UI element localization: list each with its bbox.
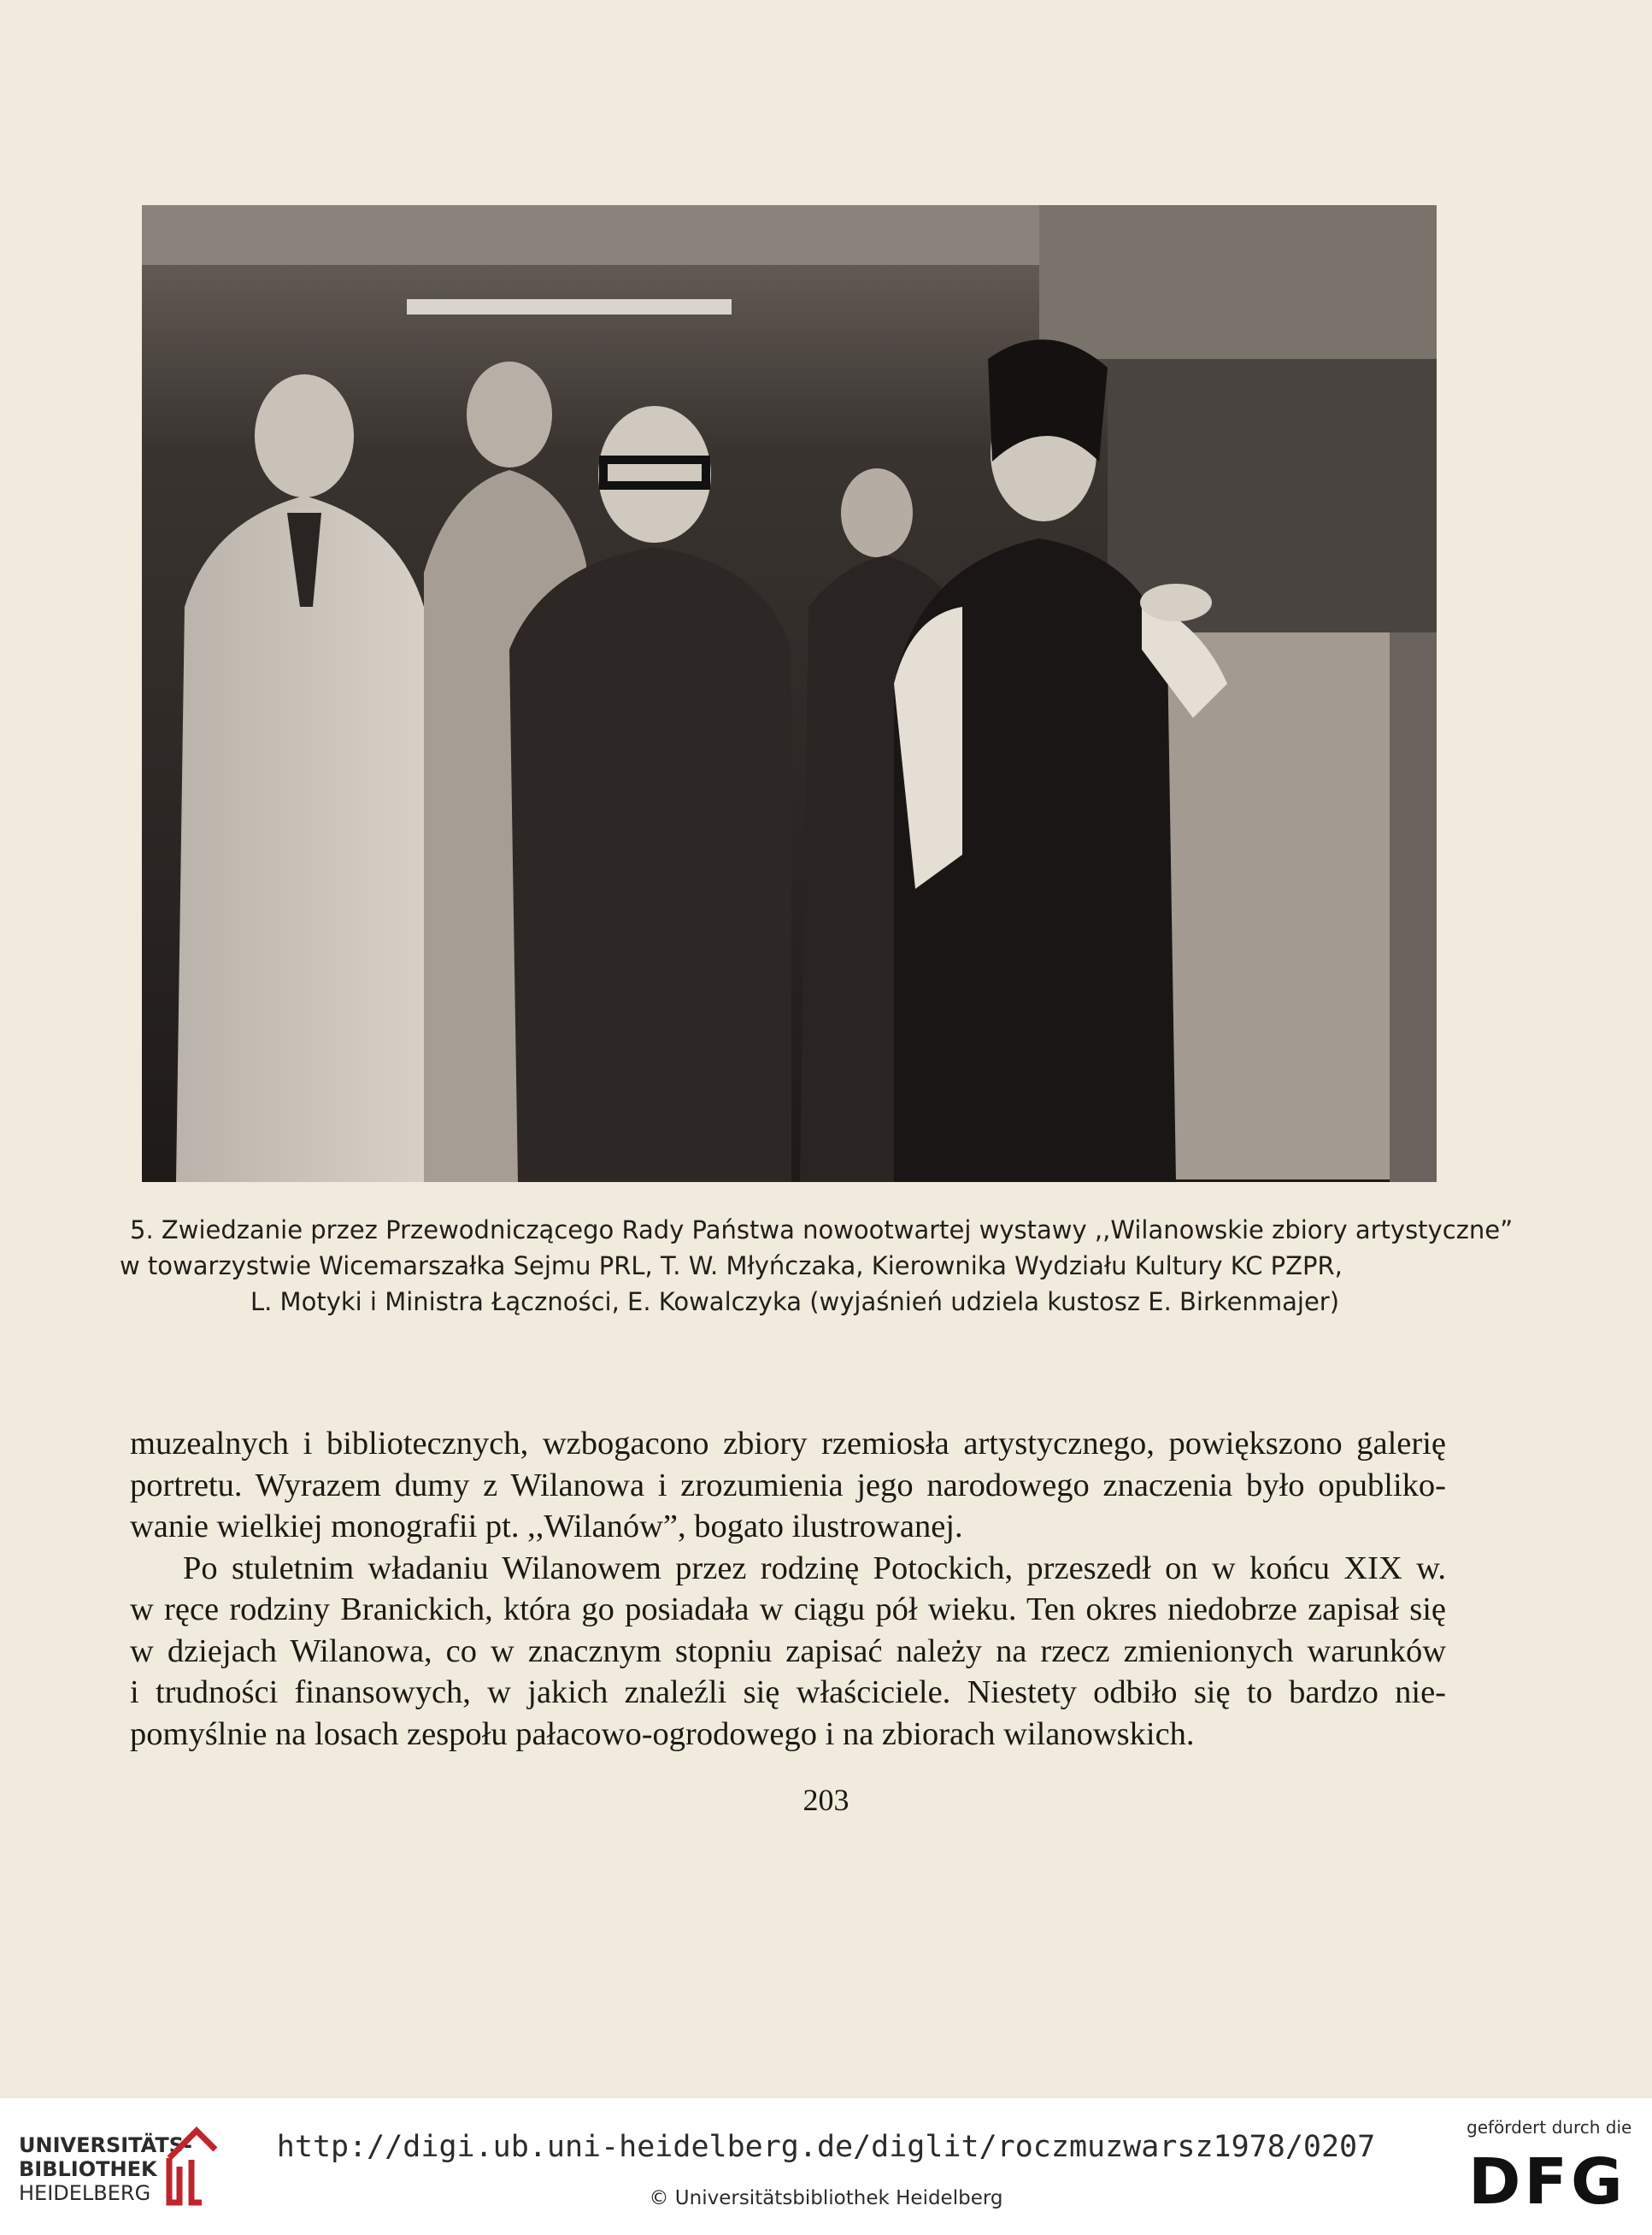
body-line: pomyślnie na losach zespołu pałacowo-ogrodowego i na zbiorach wilanowskich. <box>130 1715 1195 1752</box>
body-line: wanie wielkiej monografii pt. ,,Wilanów”, bogato ilustrowanej. <box>130 1509 963 1544</box>
page-number: 203 <box>802 1783 850 1817</box>
photo-caption <box>120 1212 1514 1320</box>
body-line: i trudności finansowych, w jakich znaleźli się właściciele. Niestety odbiło się to bardzo nie- <box>130 1674 1446 1710</box>
body-line: muzealnych i bibliotecznych, wzbogacono zbiory rzemiosła artystycznego, powiększono galerię <box>130 1426 1446 1462</box>
photograph <box>142 205 1437 1182</box>
library-name-line: HEIDELBERG <box>19 2181 151 2205</box>
body-line: Po stuletnim władaniu Wilanowem przez rodzinę Potockich, przeszedł on w końcu XIX w. <box>183 1550 1446 1586</box>
dfg-logo: DFG <box>1468 2145 1626 2219</box>
body-text <box>130 1423 1446 1755</box>
caption-line: 5. Zwiedzanie przez Przewodniczącego Rady Państwa nowootwartej wystawy ,,Wilanowskie zbiory artystyczne” <box>130 1215 1514 1244</box>
source-url-link[interactable]: http://digi.ub.uni-heidelberg.de/diglit/roczmuzwarsz1978/0207 <box>276 2130 1376 2164</box>
caption-line: L. Motyki i Ministra Łączności, E. Kowalczyka (wyjaśnień udziela kustosz E. Birkenmajer) <box>250 1287 1340 1316</box>
caption-line: w towarzystwie Wicemarszałka Sejmu PRL, T. W. Młyńczaka, Kierownika Wydziału Kultury KC PZPR, <box>120 1251 1343 1280</box>
body-line: portretu. Wyrazem dumy z Wilanowa i zrozumienia jego narodowego znaczenia było opubliko- <box>130 1467 1446 1503</box>
body-line: w dziejach Wilanowa, co w znacznym stopniu zapisać należy na rzecz zmienionych warunków <box>130 1632 1446 1669</box>
copyright-notice: © Universitätsbibliothek Heidelberg <box>649 2187 1003 2209</box>
photograph-image <box>142 205 1437 1182</box>
funded-by-label: gefördert durch die <box>1467 2117 1632 2138</box>
body-line: w ręce rodziny Branickich, która go posiadała w ciągu pół wieku. Ten okres niedobrze zapisał się <box>130 1591 1446 1627</box>
library-name-line: BIBLIOTHEK <box>19 2157 157 2181</box>
footer-bar <box>0 2098 1652 2235</box>
library-name-line: UNIVERSITÄTS- <box>19 2133 193 2157</box>
